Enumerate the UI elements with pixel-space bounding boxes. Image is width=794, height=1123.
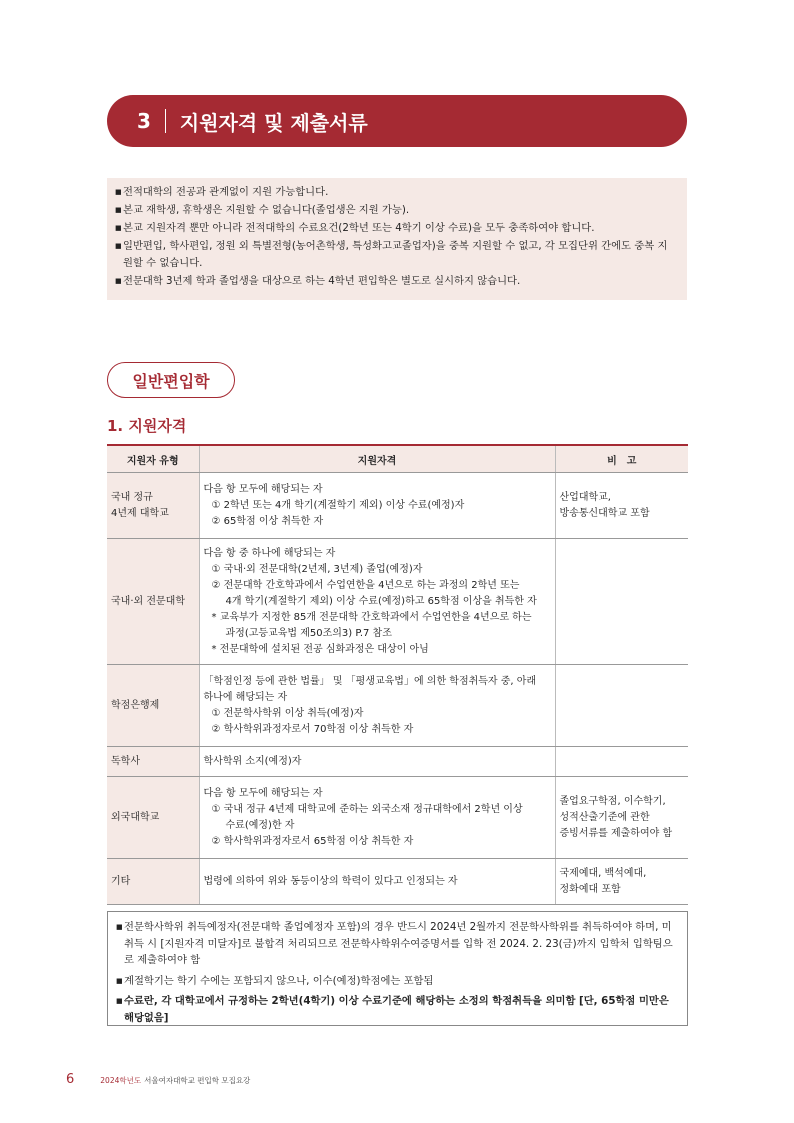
footnote-box: [107, 911, 688, 1026]
table-row: [107, 747, 688, 777]
footer-doc-title: 서울여자대학교 편입학 모집요강: [144, 1076, 251, 1085]
remarks-cell: 국제예대, 백석예대, 정화예대 포함: [555, 859, 688, 905]
notice-item: [115, 184, 677, 201]
notice-item: [115, 220, 677, 237]
eligibility-line: ② 학사학위과정자로서 65학점 이상 취득한 자: [211, 835, 414, 847]
eligibility-cell: [199, 665, 555, 747]
table-header-row: [107, 445, 688, 473]
notice-box: [107, 178, 687, 300]
notice-text: 전적대학의 전공과 관계없이 지원 가능합니다.: [123, 186, 329, 198]
eligibility-cell: [199, 859, 555, 905]
section-title: 지원자격 및 제출서류: [179, 110, 368, 135]
eligibility-line: ② 65학점 이상 취득한 자: [211, 515, 324, 527]
table-row: [107, 859, 688, 905]
eligibility-line: 수료(예정)한 자: [225, 819, 295, 831]
eligibility-line: 4개 학기(계절학기 제외) 이상 수료(예정)하고 65학점 이상을 취득한 자: [225, 595, 537, 607]
remarks-cell: [555, 539, 688, 665]
eligibility-line: ① 국내 정규 4년제 대학교에 준하는 외국소재 정규대학에서 2학년 이상: [211, 803, 523, 815]
square-bullet-icon: ■: [115, 242, 122, 251]
footnote-item: [116, 993, 677, 1026]
notice-item: [115, 238, 677, 271]
applicant-type: 독학사: [107, 747, 199, 777]
square-bullet-icon: ■: [116, 976, 123, 985]
page-footer: [66, 1072, 250, 1087]
remarks-cell: 산업대학교, 방송통신대학교 포함: [555, 473, 688, 539]
header-remarks: 비 고: [555, 445, 688, 473]
eligibility-cell: [199, 539, 555, 665]
applicant-type: 기타: [107, 859, 199, 905]
eligibility-line: ① 국내·외 전문대학(2년제, 3년제) 졸업(예정)자: [211, 563, 423, 575]
square-bullet-icon: ■: [115, 206, 122, 215]
eligibility-line: 학사학위 소지(예정)자: [203, 755, 302, 767]
section-number: 3: [137, 109, 151, 133]
table-row: [107, 473, 688, 539]
eligibility-line: 다음 항 중 하나에 해당되는 자: [203, 547, 336, 559]
eligibility-line: ② 전문대학 간호학과에서 수업연한을 4년으로 하는 과정의 2학년 또는: [211, 579, 520, 591]
footer-year: 2024학년도: [100, 1076, 142, 1085]
admission-type-pill: 일반편입학: [107, 362, 235, 398]
footnote-text: 수료란, 각 대학교에서 규정하는 2학년(4학기) 이상 수료기준에 해당하는 소정의 학점취득을 의미함 [단, 65학점 미만은 해당없음]: [124, 995, 669, 1024]
footnote-text: 계절학기는 학기 수에는 포함되지 않으나, 이수(예정)학점에는 포함됨: [124, 974, 434, 987]
notice-text: 본교 재학생, 휴학생은 지원할 수 없습니다(졸업생은 지원 가능).: [123, 204, 410, 217]
eligibility-cell: [199, 473, 555, 539]
page-number: 6: [66, 1072, 75, 1087]
table-row: [107, 665, 688, 747]
eligibility-line: 하나에 해당되는 자: [203, 691, 288, 703]
square-bullet-icon: ■: [116, 997, 123, 1005]
eligibility-line: ① 전문학사학위 이상 취득(예정)자: [211, 707, 364, 719]
notice-text: 전문대학 3년제 학과 졸업생을 대상으로 하는 4학년 편입학은 별도로 실시하지 않습니다.: [123, 274, 521, 287]
applicant-type: 외국대학교: [107, 777, 199, 859]
footnote-item: [116, 919, 677, 969]
header-applicant-type: 지원자 유형: [107, 445, 199, 473]
eligibility-line: 과정(고등교육법 제50조의3) P.7 참조: [225, 627, 392, 639]
eligibility-cell: [199, 777, 555, 859]
eligibility-line: 다음 항 모두에 해당되는 자: [203, 483, 323, 495]
eligibility-table: [107, 444, 688, 905]
eligibility-line: 「학점인정 등에 관한 법률」 및 「평생교육법」에 의한 학점취득자 중, 아래: [203, 675, 537, 687]
square-bullet-icon: ■: [115, 224, 122, 233]
remarks-cell: [555, 747, 688, 777]
eligibility-line: * 교육부가 지정한 85개 전문대학 간호학과에서 수업연한을 4년으로 하는: [211, 611, 532, 623]
remarks-cell: 졸업요구학점, 이수학기, 성적산출기준에 관한 증빙서류를 제출하여야 함: [555, 777, 688, 859]
footnote-item: [116, 973, 677, 990]
table-row: [107, 539, 688, 665]
section-banner: [107, 95, 687, 147]
section-divider: [165, 109, 166, 133]
notice-text: 본교 지원자격 뿐만 아니라 전적대학의 수료요건(2학년 또는 4학기 이상 수료)을 모두 충족하여야 합니다.: [123, 222, 595, 235]
eligibility-line: 법령에 의하여 위와 동등이상의 학력이 있다고 인정되는 자: [203, 875, 458, 887]
notice-item: [115, 202, 677, 219]
eligibility-line: * 전문대학에 설치된 전공 심화과정은 대상이 아님: [211, 643, 429, 655]
square-bullet-icon: ■: [116, 923, 123, 931]
eligibility-line: ② 학사학위과정자로서 70학점 이상 취득한 자: [211, 723, 414, 735]
notice-item: [115, 273, 677, 290]
eligibility-line: ① 2학년 또는 4개 학기(계절학기 제외) 이상 수료(예정)자: [211, 499, 465, 511]
square-bullet-icon: ■: [115, 276, 122, 285]
applicant-type: 국내 정규 4년제 대학교: [107, 473, 199, 539]
applicant-type: 국내·외 전문대학: [107, 539, 199, 665]
notice-text: 일반편입, 학사편입, 정원 외 특별전형(농어촌학생, 특성화고교졸업자)을 중복 지원할 수 없고, 각 모집단위 간에도 중복 지원할 수 없습니다.: [123, 240, 668, 269]
subsection-heading: 1. 지원자격: [107, 417, 187, 435]
eligibility-line: 다음 항 모두에 해당되는 자: [203, 787, 323, 799]
remarks-cell: [555, 665, 688, 747]
square-bullet-icon: ■: [115, 188, 122, 196]
table-row: [107, 777, 688, 859]
footnote-text: 전문학사학위 취득예정자(전문대학 졸업예정자 포함)의 경우 반드시 2024년 2월까지 전문학사학위를 취득하여야 하며, 미취득 시 [지원자격 미달자]로 불합격 처리되므로 전문학사학위수여증명서를 입학 전 2024. 2. 23(금)까지 입학처 입학팀으로 제출하여야 함: [124, 921, 673, 966]
eligibility-cell: [199, 747, 555, 777]
header-eligibility: 지원자격: [199, 445, 555, 473]
applicant-type: 학점은행제: [107, 665, 199, 747]
